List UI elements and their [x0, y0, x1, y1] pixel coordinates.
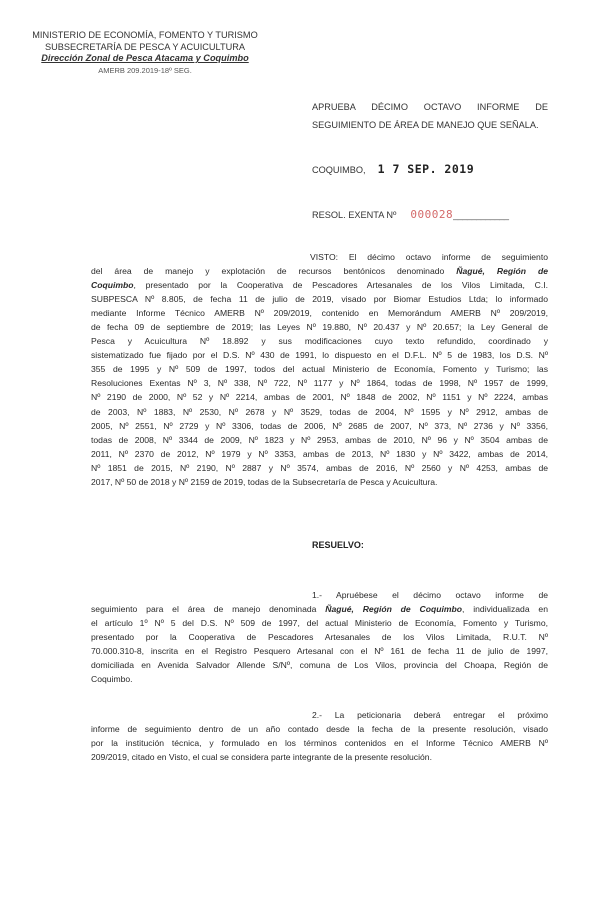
visto-line: todas de 2008, Nº 3344 de 2009, Nº 1823 y Nº 2953, ambas de 2010, Nº 96 y Nº 3504 ambas de [91, 434, 548, 445]
resolution-point-2 [91, 708, 548, 764]
visto-line: 2011, Nº 2370 de 2012, Nº 1979 y Nº 3353, ambas de 2013, Nº 1830 y Nº 3422, ambas de 2014, [91, 448, 548, 459]
point1-line: 1.- Apruébese el décimo octavo informe de [312, 590, 548, 600]
visto-line: de fecha 09 de septiembre de 2019; las Leyes Nº 19.880, Nº 20.437 y Nº 20.657; la Ley General de [91, 322, 548, 333]
visto-line: Pesca y Acuicultura Nº 18.892 y sus modificaciones cuyo texto refundido, coordinado y [91, 336, 548, 347]
resolution-point-1 [91, 588, 548, 686]
point2-line: informe de seguimiento dentro de un año contado desde la fecha de la presente resolución, visado [91, 724, 548, 735]
city: COQUIMBO, [312, 165, 366, 175]
visto-paragraph [91, 250, 548, 489]
visto-line: del área de manejo y explotación de recursos bentónicos denominado Ñagué, Región de [91, 266, 548, 277]
point1-line: el artículo 1º Nº 5 del D.S. Nº 509 de 1997, del actual Ministerio de Economía, Fomento y Turismo, [91, 618, 548, 629]
point2-line: por la institución técnica, y formulado en los términos contenidos en el Informe Técnico AMERB Nº [91, 738, 548, 749]
point1-line: seguimiento para el área de manejo denominada Ñagué, Región de Coquimbo, individualizada en [91, 604, 548, 615]
visto-line: Coquimbo, presentado por la Cooperativa de Pescadores Artesanales de los Vilos Limitada, C.I. [91, 280, 548, 291]
visto-line: Resoluciones Exentas Nº 3, Nº 338, Nº 722, Nº 1177 y Nº 1864, todas de 1998, Nº 1957 de 1999, [91, 378, 548, 389]
point1-line: presentado por la Cooperativa de Pescadores Artesanales de los Vilos Limitada, R.U.T. Nº [91, 632, 548, 643]
letterhead [20, 30, 270, 76]
visto-line: Nº 2190 de 2000, Nº 52 y Nº 2214, ambas de 2001, Nº 1848 de 2002, Nº 1151 y Nº 2224, ambas [91, 392, 548, 403]
point2-line: 2.- La peticionaria deberá entregar el próximo [312, 710, 548, 720]
point1-line: domiciliada en Avenida Salvador Allende S/Nº, comuna de Los Vilos, provincia del Choapa, Región de [91, 660, 548, 671]
date-line [312, 162, 474, 176]
date-stamp: 1 7 SEP. 2019 [377, 162, 475, 176]
reference-code: AMERB 209.2019-18º SEG. [98, 65, 192, 75]
visto-line: 2005, Nº 2551, Nº 2729 y Nº 3306, todas de 2006, Nº 2685 de 2007, Nº 373, Nº 2736 y Nº 3356, [91, 420, 548, 431]
subsecretaria-name: SUBSECRETARÍA DE PESCA Y ACUICULTURA [45, 41, 245, 52]
visto-line: 2017, Nº 50 de 2018 y Nº 2159 de 2019, todas de la Subsecretaría de Pesca y Acuicultura. [91, 476, 438, 487]
point2-line: 209/2019, citado en Visto, el cual se considera parte integrante de la presente resolución. [91, 752, 432, 763]
direccion-zonal: Dirección Zonal de Pesca Atacama y Coquimbo [41, 53, 249, 63]
point1-line: 70.000.310-8, inscrita en el Registro Pesquero Artesanal con el Nº 161 de fecha 11 de julio de 1997, [91, 646, 548, 657]
visto-line: sistematizado fue fijado por el D.S. Nº 430 de 1991, lo dispuesto en el D.F.L. Nº 5 de 1983, los D.S. Nº [91, 350, 548, 361]
resuelvo-heading: RESUELVO: [312, 540, 364, 550]
resol-underline: ____________ [453, 210, 509, 220]
point1-line: Coquimbo. [91, 674, 133, 685]
resolution-title [312, 98, 548, 134]
ministry-name: MINISTERIO DE ECONOMÍA, FOMENTO Y TURISMO [32, 30, 258, 40]
visto-line: SUBPESCA Nº 8.805, de fecha 11 de julio de 2019, visado por Biomar Estudios Ltda; lo informado [91, 294, 548, 305]
title-line-2: SEGUIMIENTO DE ÁREA DE MANEJO QUE SEÑALA. [312, 120, 539, 130]
resol-label: RESOL. EXENTA Nº [312, 210, 397, 220]
visto-line: VISTO: El décimo octavo informe de seguimiento [310, 252, 548, 262]
visto-line: de 2003, Nº 1883, Nº 2530, Nº 2678 y Nº 3529, todas de 2004, Nº 1595 y Nº 2912, ambas de [91, 406, 548, 417]
visto-line: mediante Informe Técnico AMERB Nº 209/2019, contenido en Memorándum AMERB Nº 209/2019, [91, 308, 548, 319]
resolution-number-line [312, 208, 508, 221]
title-line-1: APRUEBA DÉCIMO OCTAVO INFORME DE [312, 102, 548, 112]
resol-number-stamp: 000028 [410, 208, 454, 221]
visto-line: 355 de 1995 y Nº 509 de 1997, todos del actual Ministerio de Economía, Fomento y Turismo; las [91, 364, 548, 375]
visto-line: Nº 1851 de 2015, Nº 2190, Nº 2887 y Nº 3574, ambas de 2016, Nº 2560 y Nº 4253, ambas de [91, 462, 548, 473]
